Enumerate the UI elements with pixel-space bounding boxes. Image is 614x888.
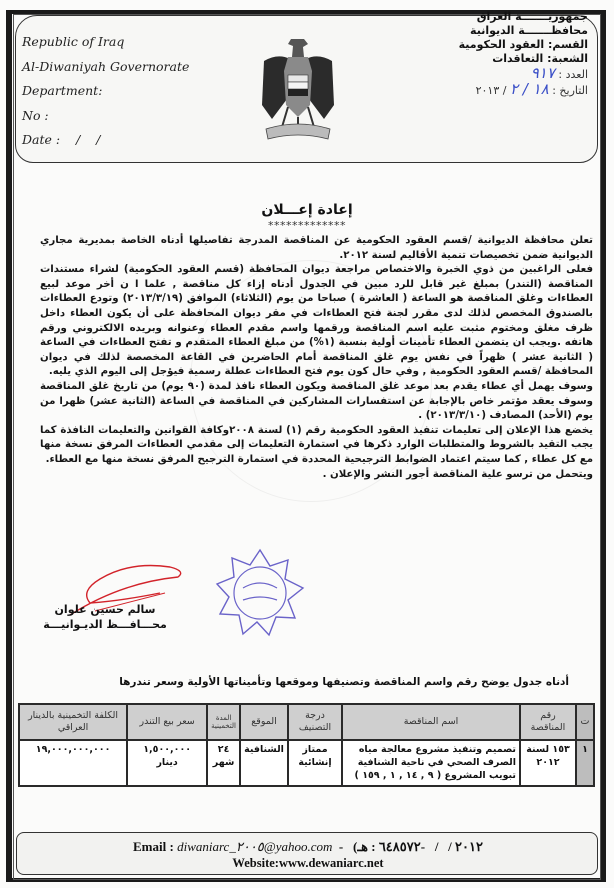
announcement-title: إعادة إعـــلان (261, 202, 353, 218)
governorate-en: Al-Diwaniyah Governorate (22, 58, 190, 74)
division-ar: الشعبة: التعاقدات (492, 52, 588, 65)
table-row (19, 740, 594, 786)
paragraph-regulations: يخضع هذا الإعلان إلى تعليمات تنفيذ العقود الحكومية رقم (١) لسنة ٢٠٠٨وكافة القوانين والتعليمات النافذة كما يجب التقيد بالشروط والمتطلبات الوارد ذكرها في استمارة التعليمات إلى مقدمي العطاءات المرفق نسخة منها مع كل عطاء , كما سيتم اعتماد الضوابط الترجيحية المحددة في استمارة الترجيح المرفق نسخة منها مع العطاء. (40, 424, 593, 465)
paragraph-fees: ويتحمل من ترسو علية المناقصة أجور النشر والإعلان . (322, 468, 593, 480)
email-link[interactable]: diwaniarc_٢٠٠٥@yahoo.com (177, 839, 333, 854)
governorate-ar: محافظـــــــة الديوانية (470, 24, 588, 37)
date-year: / ٢٠١٣ (475, 84, 507, 97)
header-tender-number: رقم المناقصة (520, 704, 576, 740)
iraq-eagle-emblem-icon (258, 35, 338, 147)
table-header-row (19, 704, 594, 740)
paragraph-validity: وسوف يهمل أي عطاء يقدم بعد موعد غلق المناقصة ويكون العطاء نافذ لمدة (٩٠ يوم) من تاريخ غلق المناقصة وسوف يعقد مؤتمر خاص بالإجابة عن استفسارات المشاركين في المناقصة في الساعة (الثانية عشر) ظهرا من يوم (الأحد) المصادف (٢٠١٣/٣/١٠) . (40, 380, 593, 422)
row-project-code: تبويب المشروع ( ٩ , ١٤ , ١ , ١٥٩ ) (354, 770, 516, 781)
row-tender-name-text: تصميم وتنفيذ مشروع معالجة مياه الصرف الصحي في ناحية الشنافية (357, 744, 516, 768)
header-location: الموقع (240, 704, 288, 740)
announcement-body (40, 234, 593, 482)
row-index: ١ (576, 740, 594, 786)
header-tender-name: اسم المناقصة (342, 704, 520, 740)
arabic-letterhead (459, 10, 588, 98)
row-duration: ٢٤ شهر (207, 740, 240, 786)
country-en: Republic of Iraq (22, 34, 125, 49)
header-grade: درجة التصنيف (288, 704, 342, 740)
header-duration: المدة التخمينية (207, 704, 240, 740)
number-handwritten: ٩١٧ (530, 64, 555, 82)
paragraph-intro: تعلن محافظة الديوانية /قسم العقود الحكومية عن المناقصة المدرجة تفاصيلها أدناه الخاصة بمديرية مجاري الديوانية ضمن تخصيصات تنمية الأقاليم لسنة ٢٠١٢. (40, 235, 593, 261)
table-caption: أدناه جدول يوضح رقم واسم المناقصة وتصنيفها وموقعها وتأميناتها الأولية وسعر تندرها (119, 676, 569, 688)
header-index: ت (576, 704, 594, 740)
department-ar: القسم: العقود الحكومية (458, 38, 588, 51)
row-tender-price-value: ١,٥٠٠,٠٠٠ (143, 744, 192, 755)
date-row-ar (459, 82, 588, 98)
tender-table (18, 703, 595, 787)
date-label-ar: التاريخ : (552, 84, 588, 97)
title-stars: ************* (268, 219, 346, 232)
header-estimated-cost: الكلفة التخمينية بالدينار العراقي (19, 704, 127, 740)
country-ar: جمهوريـــــــة العراق (476, 10, 588, 23)
number-label-ar: العدد : (558, 68, 588, 81)
row-tender-price (127, 740, 207, 786)
row-tender-name (342, 740, 520, 786)
department-label: Department: (22, 83, 103, 98)
number-label: No : (22, 107, 49, 123)
row-tender-number: ١٥٣ لسنة ٢٠١٢ (520, 740, 576, 786)
signatory-title: محـــافـــظ الديـوانيـــة (43, 618, 167, 631)
footer-contact-line (17, 839, 599, 855)
header-tender-price: سعر بيع التندر (127, 704, 207, 740)
paragraph-instructions: فعلى الراغبين من ذوي الخبرة والاختصاص مراجعة ديوان المحافظة (قسم العقود الحكومية) لشراء مستندات المناقصة (التندر) بمبلغ غير قابل للرد مبين في الجدول أدناه إزاء كل مناقصة , علما ا ن أخر موعد لبيع العطاءات وغلق المناقصة هو الساعة ( العاشرة ) صباحا من يوم (الثلاثاء) الموافق (٢٠١٣/٣/١٩) وتودع العطاءات بالصندوق المخصص لذلك لدى مقرر لجنة فتح العطاءات في مقر ديوان المحافظة على أن يكون العطاء داخل ظرف مغلق ومختوم مثبت عليه اسم المناقصة ورقمها واسم مقدم العطاء وعنوانه وبريده الالكتروني ورقم هاتفه .ويجب ان يتضمن العطاء تأمينات أولية بنسبة (١%) من مبلغ العطاء المتقدم و تفتح العطاءات في الساعة ( الثانية عشر ) ظهراً في نفس يوم غلق المناقصة أمام الحاضرين في القاعة المخصصة لذلك في ديوان المحافظة /قسم العقود الحكومية , وفي حال كون يوم فتح العطاءات عطلة رسمية فيؤجل إلى اليوم الذي يليه. (40, 264, 594, 378)
english-letterhead (22, 30, 189, 153)
row-grade: ممتاز إنشائية (288, 740, 342, 786)
date-label: Date : / / (22, 132, 101, 147)
date-handwritten: ١٨ / ٢ (509, 80, 549, 98)
signatory (40, 602, 170, 632)
website-link[interactable]: Website:www.dewaniarc.net (232, 856, 384, 870)
signatory-name: سالم حسين علوان (54, 603, 156, 616)
row-estimated-cost: ١٩,٠٠٠,٠٠٠,٠٠٠ (19, 740, 127, 786)
official-stamp-icon (215, 548, 305, 638)
footer-contact-box (16, 832, 598, 875)
email-label: Email : (133, 839, 174, 854)
phone-info: - (٢٠١٢ / / -٦٤٨٥٧٢ : هـ (335, 839, 483, 854)
row-location: الشنافية (240, 740, 288, 786)
row-tender-price-currency: دينار (156, 757, 178, 768)
